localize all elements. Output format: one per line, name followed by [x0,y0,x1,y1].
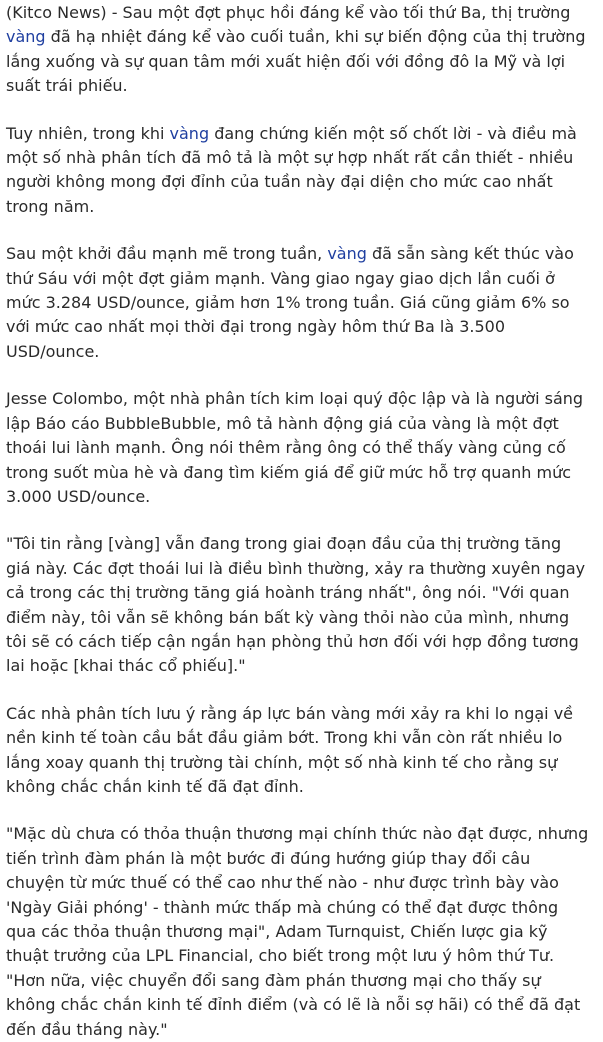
paragraph-text: đang chứng kiến một số chốt lời - và điều mà một số nhà phân tích đã mô tả là một sự hợp nhất rất cần thiết - nhiều người không mong đợi đỉnh của tuần này đại diện cho mức cao nhất trong năm. [6,123,577,216]
paragraph [6,1,589,99]
paragraph-text: "Mặc dù chưa có thỏa thuận thương mại chính thức nào đạt được, nhưng tiến trình đàm phán là một bước đi đúng hướng giúp thay đổi câu chuyện từ mức thuế có thể cao như thế nào - như được trình bày vào 'Ngày Giải phóng' - thành mức thấp mà chúng có thể đạt được thông qua các thỏa thuận thương mại", Adam Turnquist, Chiến lược gia kỹ thuật trưởng của LPL Financial, cho biết trong một lưu ý hôm thứ Tư. "Hơn nữa, việc chuyển đổi sang đàm phán thương mại cho thấy sự không chắc chắn kinh tế đỉnh điểm (và có lẽ là nỗi sợ hãi) có thể đã đạt đến đầu tháng này." [6,824,589,1039]
paragraph-text: "Tôi tin rằng [vàng] vẫn đang trong giai đoạn đầu của thị trường tăng giá này. Các đợt thoái lui là điều bình thường, xảy ra thường xuyên ngay cả trong các thị trường tăng giá hoành tráng nhất", ông nói. "Với quan điểm này, tôi vẫn sẽ không bán bất kỳ vàng thỏi nào của mình, nhưng tôi sẽ có cách tiếp cận ngắn hạn phòng thủ hơn đối với hợp đồng tương lai hoặc [khai thác cổ phiếu]." [6,534,586,676]
paragraph-text: Jesse Colombo, một nhà phân tích kim loại quý độc lập và là người sáng lập Báo cáo BubbleBubble, mô tả hành động giá của vàng là một đợt thoái lui lành mạnh. Ông nói thêm rằng ông có thể thấy vàng củng cố trong suốt mùa hè và đang tìm kiếm giá để giữ mức hỗ trợ quanh mức 3.000 USD/ounce. [6,389,584,506]
gold-link[interactable]: vàng [169,123,210,143]
article-body [0,1,603,1042]
paragraph-text: Tuy nhiên, trong khi [6,123,170,143]
paragraph [6,387,589,509]
paragraph [6,242,589,364]
paragraph [6,532,589,678]
gold-link[interactable]: vàng [327,244,367,264]
paragraph-text: Sau một khởi đầu mạnh mẽ trong tuần, [6,244,328,264]
paragraph-text: đã hạ nhiệt đáng kể vào cuối tuần, khi sự biến động của thị trường lắng xuống và sự quan tâm mới xuất hiện đối với đồng đô la Mỹ và lợi suất trái phiếu. [6,27,586,96]
paragraph-text: (Kitco News) - Sau một đợt phục hồi đáng kể vào tối thứ Ba, thị trường [6,3,571,22]
paragraph [6,702,589,800]
gold-link[interactable]: vàng [6,27,46,47]
paragraph-text: Các nhà phân tích lưu ý rằng áp lực bán vàng mới xảy ra khi lo ngại về nền kinh tế toàn cầu bắt đầu giảm bớt. Trong khi vẫn còn rất nhiều lo lắng xoay quanh thị trường tài chính, một số nhà kinh tế cho rằng sự không chắc chắn kinh tế đã đạt đỉnh. [6,703,573,796]
paragraph-text: đã sẵn sàng kết thúc vào thứ Sáu với một đợt giảm mạnh. Vàng giao ngay giao dịch lần cuối ở mức 3.284 USD/ounce, giảm hơn 1% trong tuần. Giá cũng giảm 6% so với mức cao nhất mọi thời đại trong ngày hôm thứ Ba là 3.500 USD/ounce. [6,244,574,361]
paragraph [6,122,589,220]
paragraph [6,822,589,1042]
